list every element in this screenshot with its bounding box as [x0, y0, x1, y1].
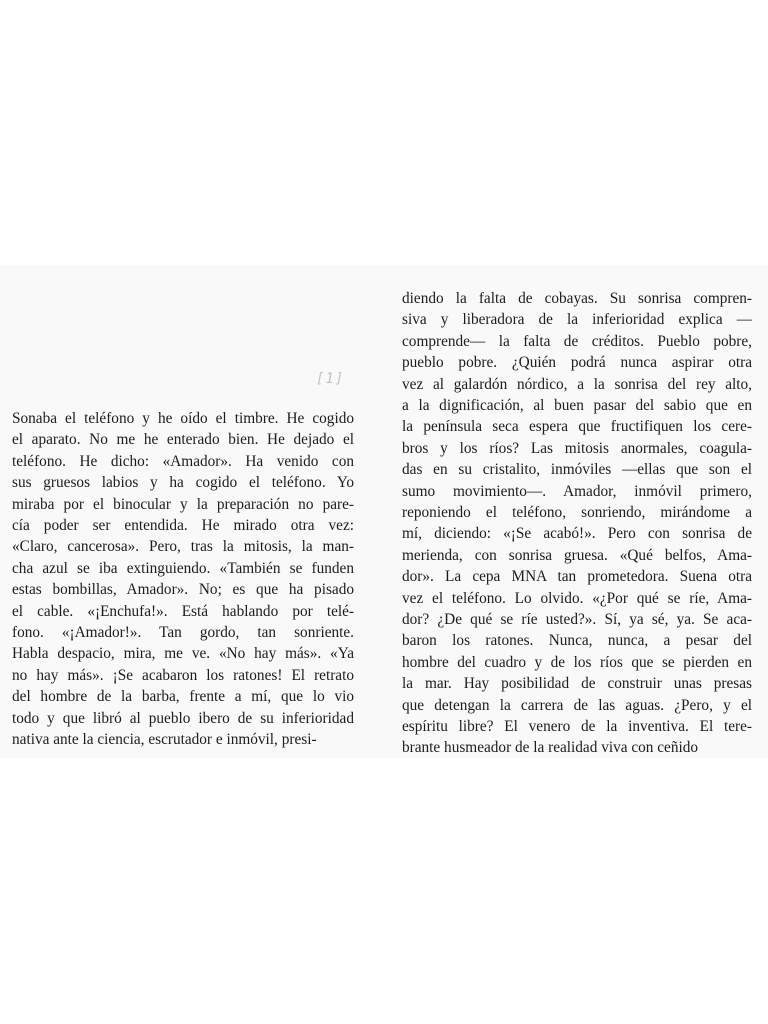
- text-line: a la dignificación, al buen pasar del sabio que en: [402, 397, 752, 414]
- text-line: sumo movimiento—. Amador, inmóvil primero,: [402, 482, 752, 500]
- text-line: merienda, con sonrisa gruesa. «Qué belfos, Ama-: [402, 546, 752, 564]
- text-line: Sonaba el teléfono y he oído el timbre. He cogido: [12, 410, 354, 427]
- text-line: «Claro, cancerosa». Pero, tras la mitosis, la man-: [12, 538, 354, 556]
- text-line: teléfono. He dicho: «Amador». Ha venido con: [12, 452, 354, 470]
- text-line: baron los ratones. Nunca, nunca, a pesar del: [402, 632, 752, 650]
- text-line: el cable. «¡Enchufa!». Está hablando por telé-: [12, 602, 354, 620]
- text-line: miraba por el binocular y la preparación no pare-: [12, 495, 354, 513]
- text-line: hombre del cuadro y de los ríos que se pierden en: [402, 653, 752, 671]
- text-line: vez al galardón nórdico, a la sonrisa del rey alto,: [402, 375, 752, 393]
- text-line: todo y que libró al pueblo ibero de su inferioridad: [12, 709, 354, 727]
- text-line: diendo la falta de cobayas. Su sonrisa compren-: [402, 290, 752, 307]
- text-line: brante husmeador de la realidad viva con ceñido: [402, 739, 699, 757]
- text-line: cha azul se iba extinguiendo. «También se funden: [12, 559, 354, 577]
- text-line: vez el teléfono. Lo olvido. «¿Por qué se ríe, Ama-: [402, 589, 752, 607]
- document-page: [0, 265, 768, 758]
- text-line: que detengan la carrera de las aguas. ¿Pero, y el: [402, 696, 752, 714]
- text-line: reponiendo el teléfono, sonriendo, mirándome a: [402, 504, 752, 521]
- text-line: dor? ¿De qué se ríe usted?». Sí, ya sé, ya. Se aca-: [402, 611, 752, 628]
- text-line: dor». La cepa MNA tan prometedora. Suena otra: [402, 568, 752, 586]
- text-line: la mar. Hay posibilidad de construir unas presas: [402, 675, 752, 693]
- text-line: del hombre de la barba, frente a mí, que lo vio: [12, 688, 354, 706]
- text-line: estas bombillas, Amador». No; es que ha pisado: [12, 581, 354, 599]
- footnote-marker: [1]: [316, 371, 345, 387]
- text-line: no hay más». ¡Se acabaron los ratones! El retrato: [12, 666, 354, 684]
- text-line: cía poder ser entendida. He mirado otra vez:: [12, 517, 354, 534]
- text-line: sus gruesos labios y ha cogido el teléfono. Yo: [12, 474, 354, 492]
- text-line: fono. «¡Amador!». Tan gordo, tan sonriente.: [12, 624, 354, 641]
- text-line: Habla despacio, mira, me ve. «No hay más». «Ya: [12, 645, 354, 663]
- text-line: bros y los ríos? Las mitosis anormales, coagula-: [402, 439, 752, 457]
- text-line: comprende— la falta de créditos. Pueblo pobre,: [402, 332, 752, 350]
- text-line: nativa ante la ciencia, escrutador e inmóvil, presi-: [12, 731, 317, 748]
- text-line: espíritu libre? El venero de la inventiva. El tere-: [402, 718, 752, 735]
- text-line: la península seca espera que fructifiquen los cere-: [402, 418, 752, 436]
- text-line: pueblo pobre. ¿Quién podrá nunca aspirar otra: [402, 354, 752, 372]
- text-line: siva y liberadora de la inferioridad explica —: [402, 311, 752, 329]
- text-line: das en su cristalito, inmóviles —ellas que son el: [402, 461, 752, 479]
- text-line: el aparato. No me he enterado bien. He dejado el: [12, 431, 354, 449]
- text-line: mí, diciendo: «¡Se acabó!». Pero con sonrisa de: [402, 525, 752, 543]
